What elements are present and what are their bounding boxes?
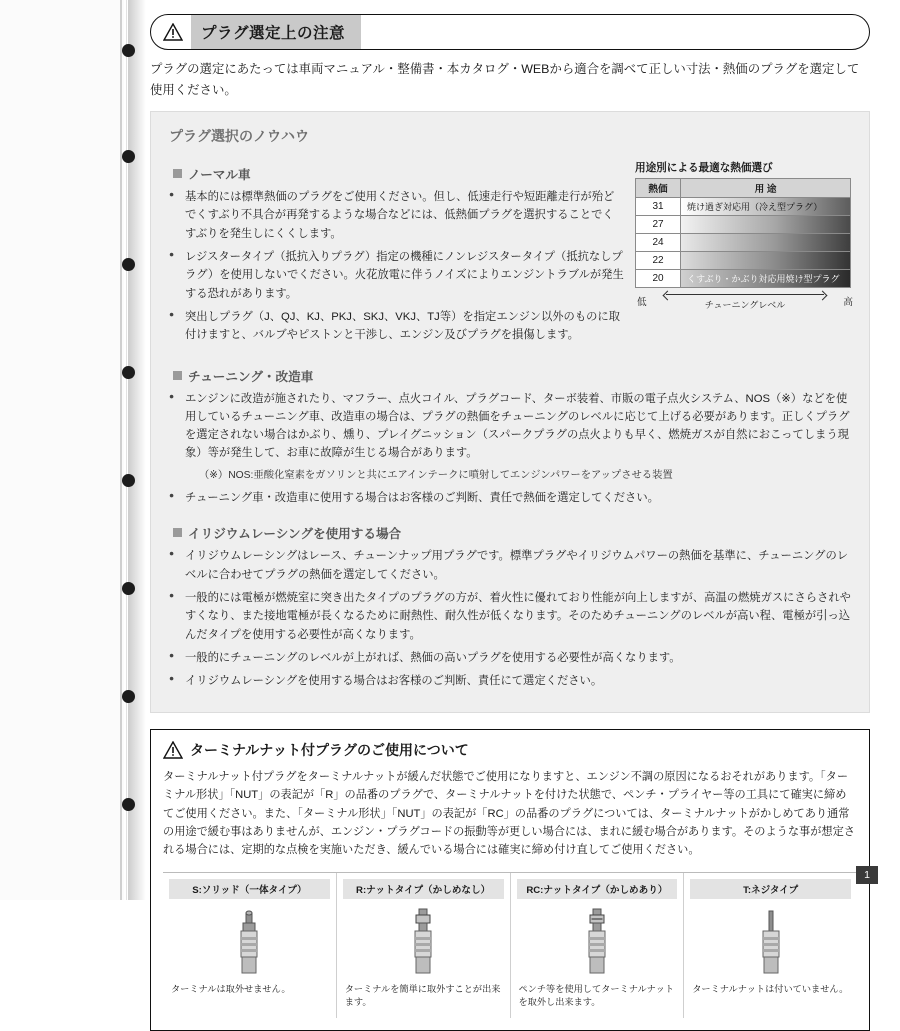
square-bullet-icon [173, 169, 182, 178]
binder-hole [122, 44, 135, 57]
section-title-tab [191, 15, 361, 49]
square-bullet-icon [173, 528, 182, 537]
iridium-racing-bullet-list [165, 547, 855, 690]
iridium-racing-section [165, 523, 855, 690]
heat-value: 22 [636, 252, 681, 270]
list-item: ● イリジウムレーシングを使用する場合はお客様のご判断、責任にて選定ください。 [165, 672, 855, 690]
list-item: ● 突出しプラグ（J、QJ、KJ、PKJ、SKJ、VKJ、TJ等）を指定エンジン以外のものに取付けますと、バルブやピストンと干渉し、エンジン及びプラグを損傷します。 [165, 308, 625, 345]
page-number: 1 [856, 866, 878, 884]
warning-triangle-icon [163, 741, 183, 759]
table-row [636, 198, 851, 216]
heat-value: 27 [636, 216, 681, 234]
use-band [681, 234, 851, 252]
knowhow-top-columns [165, 156, 855, 349]
terminal-type-rc [511, 873, 685, 1018]
use-band [681, 216, 851, 234]
heat-range-table [635, 178, 851, 288]
terminal-type-caption: T:ネジタイプ [690, 879, 851, 899]
terminal-nut-section [150, 729, 870, 1031]
list-item: ● イリジウムレーシングはレース、チューンナップ用プラグです。標準プラグやイリジウムパワーの熱価を基準に、チューニングのレベルに合わせてプラグの熱価を選定してください。 [165, 547, 855, 584]
scan-shadow [128, 0, 146, 900]
terminal-type-note: ターミナルは取外せません。 [171, 983, 291, 994]
knowhow-panel-heading: プラグ選択のノウハウ [169, 128, 309, 145]
column-header-use: 用 途 [681, 179, 851, 198]
nos-footnote: （※）NOS:亜酸化窒素をガソリンと共にエアインテークに噴射してエンジンパワーをアップさせる装置 [199, 469, 673, 481]
heat-range-table-block [635, 156, 855, 349]
spark-plug-nut-crimped-icon [517, 905, 678, 977]
binder-edge-secondary [126, 0, 127, 900]
axis-label-center [647, 291, 844, 311]
binder-hole [122, 150, 135, 163]
square-bullet-icon [173, 371, 182, 380]
normal-car-column [165, 156, 625, 349]
warning-triangle-icon [163, 23, 183, 41]
section-heading-text: チューニング・改造車 [188, 369, 314, 384]
table-row [636, 234, 851, 252]
use-band [681, 252, 851, 270]
list-item: ● チューニング車・改造車に使用する場合はお客様のご判断、責任で熱価を選定してください。 [165, 489, 855, 507]
table-row [636, 216, 851, 234]
list-item: ● 一般的には電極が燃焼室に突き出たタイプのプラグの方が、着火性に優れており性能が向上しますが、高温の燃焼ガスにさらされやすくなり、また接地電極が長くなるために耐熱性、耐久性が低くなります。そのためチューニングのレベルが高い程、電極が引っ込んだタイプを使用する必要性が高くなります。 [165, 589, 855, 644]
section-title-bar [150, 14, 870, 50]
heat-range-table-title: 用途別による最適な熱価選び [635, 162, 773, 175]
table-header-row [636, 179, 851, 198]
tuning-car-bullet-list [165, 390, 855, 463]
tuning-car-bullet-list-2 [165, 489, 855, 507]
binder-edge [120, 0, 122, 900]
band-label: 焼け過ぎ対応用（冷え型プラグ） [687, 202, 823, 213]
terminal-nut-heading-text: ターミナルナット付プラグのご使用について [190, 741, 469, 758]
section-heading-text: イリジウムレーシングを使用する場合 [188, 527, 402, 542]
section-heading-tuning-car [173, 366, 855, 385]
table-row [636, 270, 851, 288]
knowhow-panel [150, 111, 870, 712]
terminal-type-caption: S:ソリッド（一体タイプ） [169, 879, 330, 899]
column-header-heat: 熱価 [636, 179, 681, 198]
section-heading-iridium-racing [173, 523, 855, 542]
binder-hole [122, 474, 135, 487]
binder-hole [122, 798, 135, 811]
terminal-type-note: ターミナルナットは付いていません。 [692, 983, 849, 994]
terminal-nut-heading [163, 740, 857, 760]
axis-label-high: 高 [843, 297, 853, 309]
heat-value: 24 [636, 234, 681, 252]
terminal-type-s [163, 873, 337, 1018]
normal-car-bullet-list [165, 188, 625, 344]
list-item: ● 基本的には標準熱価のプラグをご使用ください。但し、低速走行や短距離走行が殆どでくすぶり不具合が再発するような場合などには、低熱価プラグを選択することでくすぶりを発生しにくくします。 [165, 188, 625, 243]
terminal-type-r [337, 873, 511, 1018]
page-left-margin [0, 0, 124, 900]
list-item: ● 一般的にチューニングのレベルが上がれば、熱価の高いプラグを使用する必要性が高くなります。 [165, 649, 855, 667]
spark-plug-nut-icon [343, 905, 504, 977]
tuning-car-section [165, 366, 855, 508]
terminal-type-caption: R:ナットタイプ（かしめなし） [343, 879, 504, 899]
terminal-type-caption: RC:ナットタイプ（かしめあり） [517, 879, 678, 899]
terminal-nut-body: ターミナルナット付プラグをターミナルナットが緩んだ状態でご使用になりますと、エンジン不調の原因になるおそれがあります。「ターミナル形状」「NUT」の表記が「R」の品番のプラグで、ターミナルナットを付けた状態で、ペンチ・プライヤー等の工具にて確実に締めてご使用ください。また、「ターミナル形状」「NUT」の表記が「RC」の品番のプラグについては、ターミナルナットがかしめてあり通常の用途で緩む事はありませんが、エンジン・プラグコードの振動等が更しい場合には、まれに緩む場合があります。そのような事が想定される場合には、定期的な点検を実施いただき、緩んでいる場合には確実に締め付け直してご使用ください。 [163, 770, 855, 857]
page-title: プラグ選定上の注意 [201, 25, 346, 42]
binder-hole [122, 690, 135, 703]
binder-hole [122, 366, 135, 379]
use-band [681, 270, 851, 288]
terminal-type-t [684, 873, 857, 1018]
list-item: ● エンジンに改造が施されたり、マフラー、点火コイル、プラグコード、ターボ装着、市販の電子点火システム、NOS（※）などを使用しているチューニング車、改造車の場合は、プラグの熱価をチューニングのレベルに応じて上げる必要があります。正しくプラグを選定されない場合はかぶり、燻り、プレイグニッション（スパークプラグの点火よりも早く、燃焼ガスが自然におこってしまう現象）等が発生して、お車に故障が生じる場合があります。 [165, 390, 855, 463]
list-item: ● レジスタータイプ（抵抗入りプラグ）指定の機種にノンレジスタータイプ（抵抗なしプラグ）を使用しないでください。火花放電に伴うノイズによりエンジントラブルが発生する恐れがあります。 [165, 248, 625, 303]
lead-paragraph: プラグの選定にあたっては車両マニュアル・整備書・本カタログ・WEBから適合を調べて正しい寸法・熱価のプラグを選定して使用ください。 [150, 62, 860, 98]
spark-plug-thread-icon [690, 905, 851, 977]
section-heading-text: ノーマル車 [188, 168, 251, 183]
spark-plug-solid-icon [169, 905, 330, 977]
binder-hole [122, 582, 135, 595]
terminal-type-note: ターミナルを簡単に取外すことが出来ます。 [344, 983, 501, 1008]
tuning-level-axis [635, 291, 855, 311]
terminal-type-grid [163, 872, 857, 1018]
axis-center-text: チューニングレベル [704, 300, 786, 311]
axis-arrow-icon [647, 291, 844, 298]
terminal-type-note: ペンチ等を使用してターミナルナットを取外し出来ます。 [518, 983, 675, 1008]
axis-label-low: 低 [637, 297, 647, 309]
heat-value: 20 [636, 270, 681, 288]
binder-hole [122, 258, 135, 271]
heat-value: 31 [636, 198, 681, 216]
band-label: くすぶり・かぶり対応用焼け型プラグ [687, 274, 840, 285]
section-heading-normal-car [173, 164, 625, 183]
use-band [681, 198, 851, 216]
table-row [636, 252, 851, 270]
